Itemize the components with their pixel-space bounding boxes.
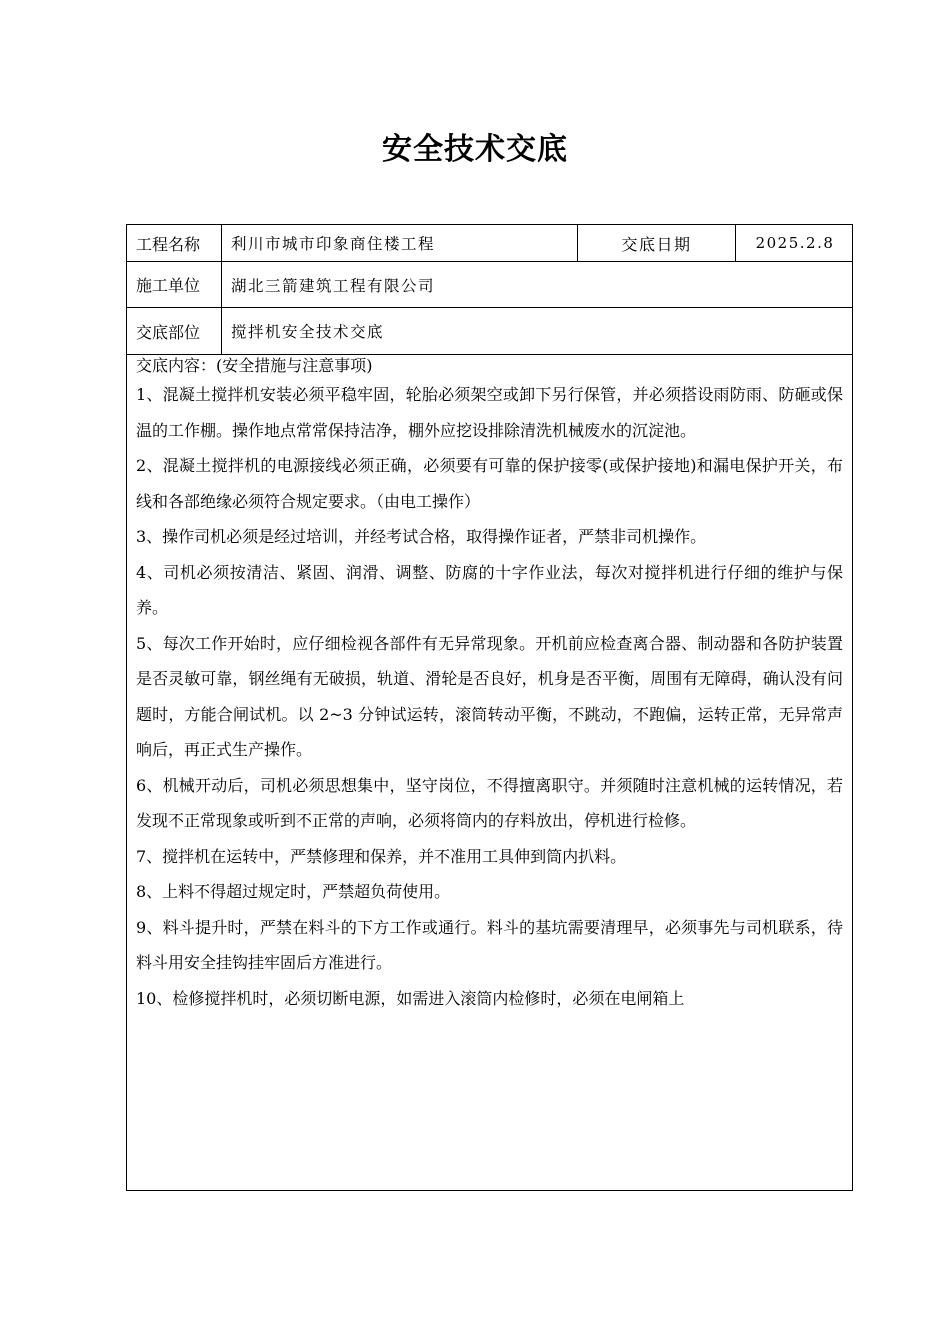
content-item: 4、司机必须按清洁、紧固、润滑、调整、防腐的十字作业法，每次对搅拌机进行仔细的维护与保养。 <box>136 562 843 617</box>
project-name-label: 工程名称 <box>136 234 201 254</box>
date-value: 2025.2.8 <box>735 225 854 261</box>
document-title: 安全技术交底 <box>382 132 568 167</box>
content-item: 3、操作司机必须是经过培训，并经考试合格，取得操作证者，严禁非司机操作。 <box>136 527 707 546</box>
content-item: 6、机械开动后，司机必须思想集中，坚守岗位，不得擅离职守。并须随时注意机械的运转情况，若发现不正常现象或听到不正常的声响，必须将筒内的存料放出，停机进行检修。 <box>136 775 843 830</box>
contractor-label: 施工单位 <box>136 276 201 295</box>
disclosure-table <box>126 224 853 1191</box>
content-item: 1、混凝土搅拌机安装必须平稳牢固，轮胎必须架空或卸下另行保管，并必须搭设雨防雨、防砸或保温的工作棚。操作地点常常保持洁净，棚外应挖设排除清洗机械废水的沉淀池。 <box>136 385 843 440</box>
content-item: 8、上料不得超过规定时，严禁超负荷使用。 <box>136 882 451 901</box>
date-label: 交底日期 <box>577 225 735 261</box>
content-item: 2、混凝土搅拌机的电源接线必须正确，必须要有可靠的保护接零(或保护接地)和漏电保护开关，布线和各部绝缘必须符合规定要求。（由电工操作） <box>136 456 843 511</box>
row-project <box>127 225 852 262</box>
row-contractor <box>127 262 852 308</box>
content-item: 9、料斗提升时，严禁在料斗的下方工作或通行。料斗的基坑需要清理早，必须事先与司机联系，待料斗用安全挂钩挂牢固后方准进行。 <box>136 917 843 972</box>
content-item: 5、每次工作开始时，应仔细检视各部件有无异常现象。开机前应检查离合器、制动器和各防护装置是否灵敏可靠，钢丝绳有无破损，轨道、滑轮是否良好，机身是否平衡，周围有无障碍，确认没有问题时，方能合闸试机。以 2~3 分钟试运转，滚筒转动平衡，不跳动，不跑偏，运转正常，无异常声响后，再正式生产操作。 <box>136 633 843 759</box>
part-value: 搅拌机安全技术交底 <box>221 308 854 354</box>
content-item: 7、搅拌机在运转中，严禁修理和保养，并不准用工具伸到筒内扒料。 <box>136 846 627 866</box>
contractor-value: 湖北三箭建筑工程有限公司 <box>221 262 854 307</box>
project-name-value: 利川市城市印象商住楼工程 <box>221 225 577 261</box>
part-label: 交底部位 <box>136 322 201 342</box>
content-intro: 交底内容：(安全措施与注意事项) <box>136 356 373 375</box>
content-item: 10、检修搅拌机时，必须切断电源，如需进入滚筒内检修时，必须在电闸箱上 <box>136 988 685 1008</box>
row-part <box>127 308 852 355</box>
disclosure-content <box>127 355 852 1016</box>
